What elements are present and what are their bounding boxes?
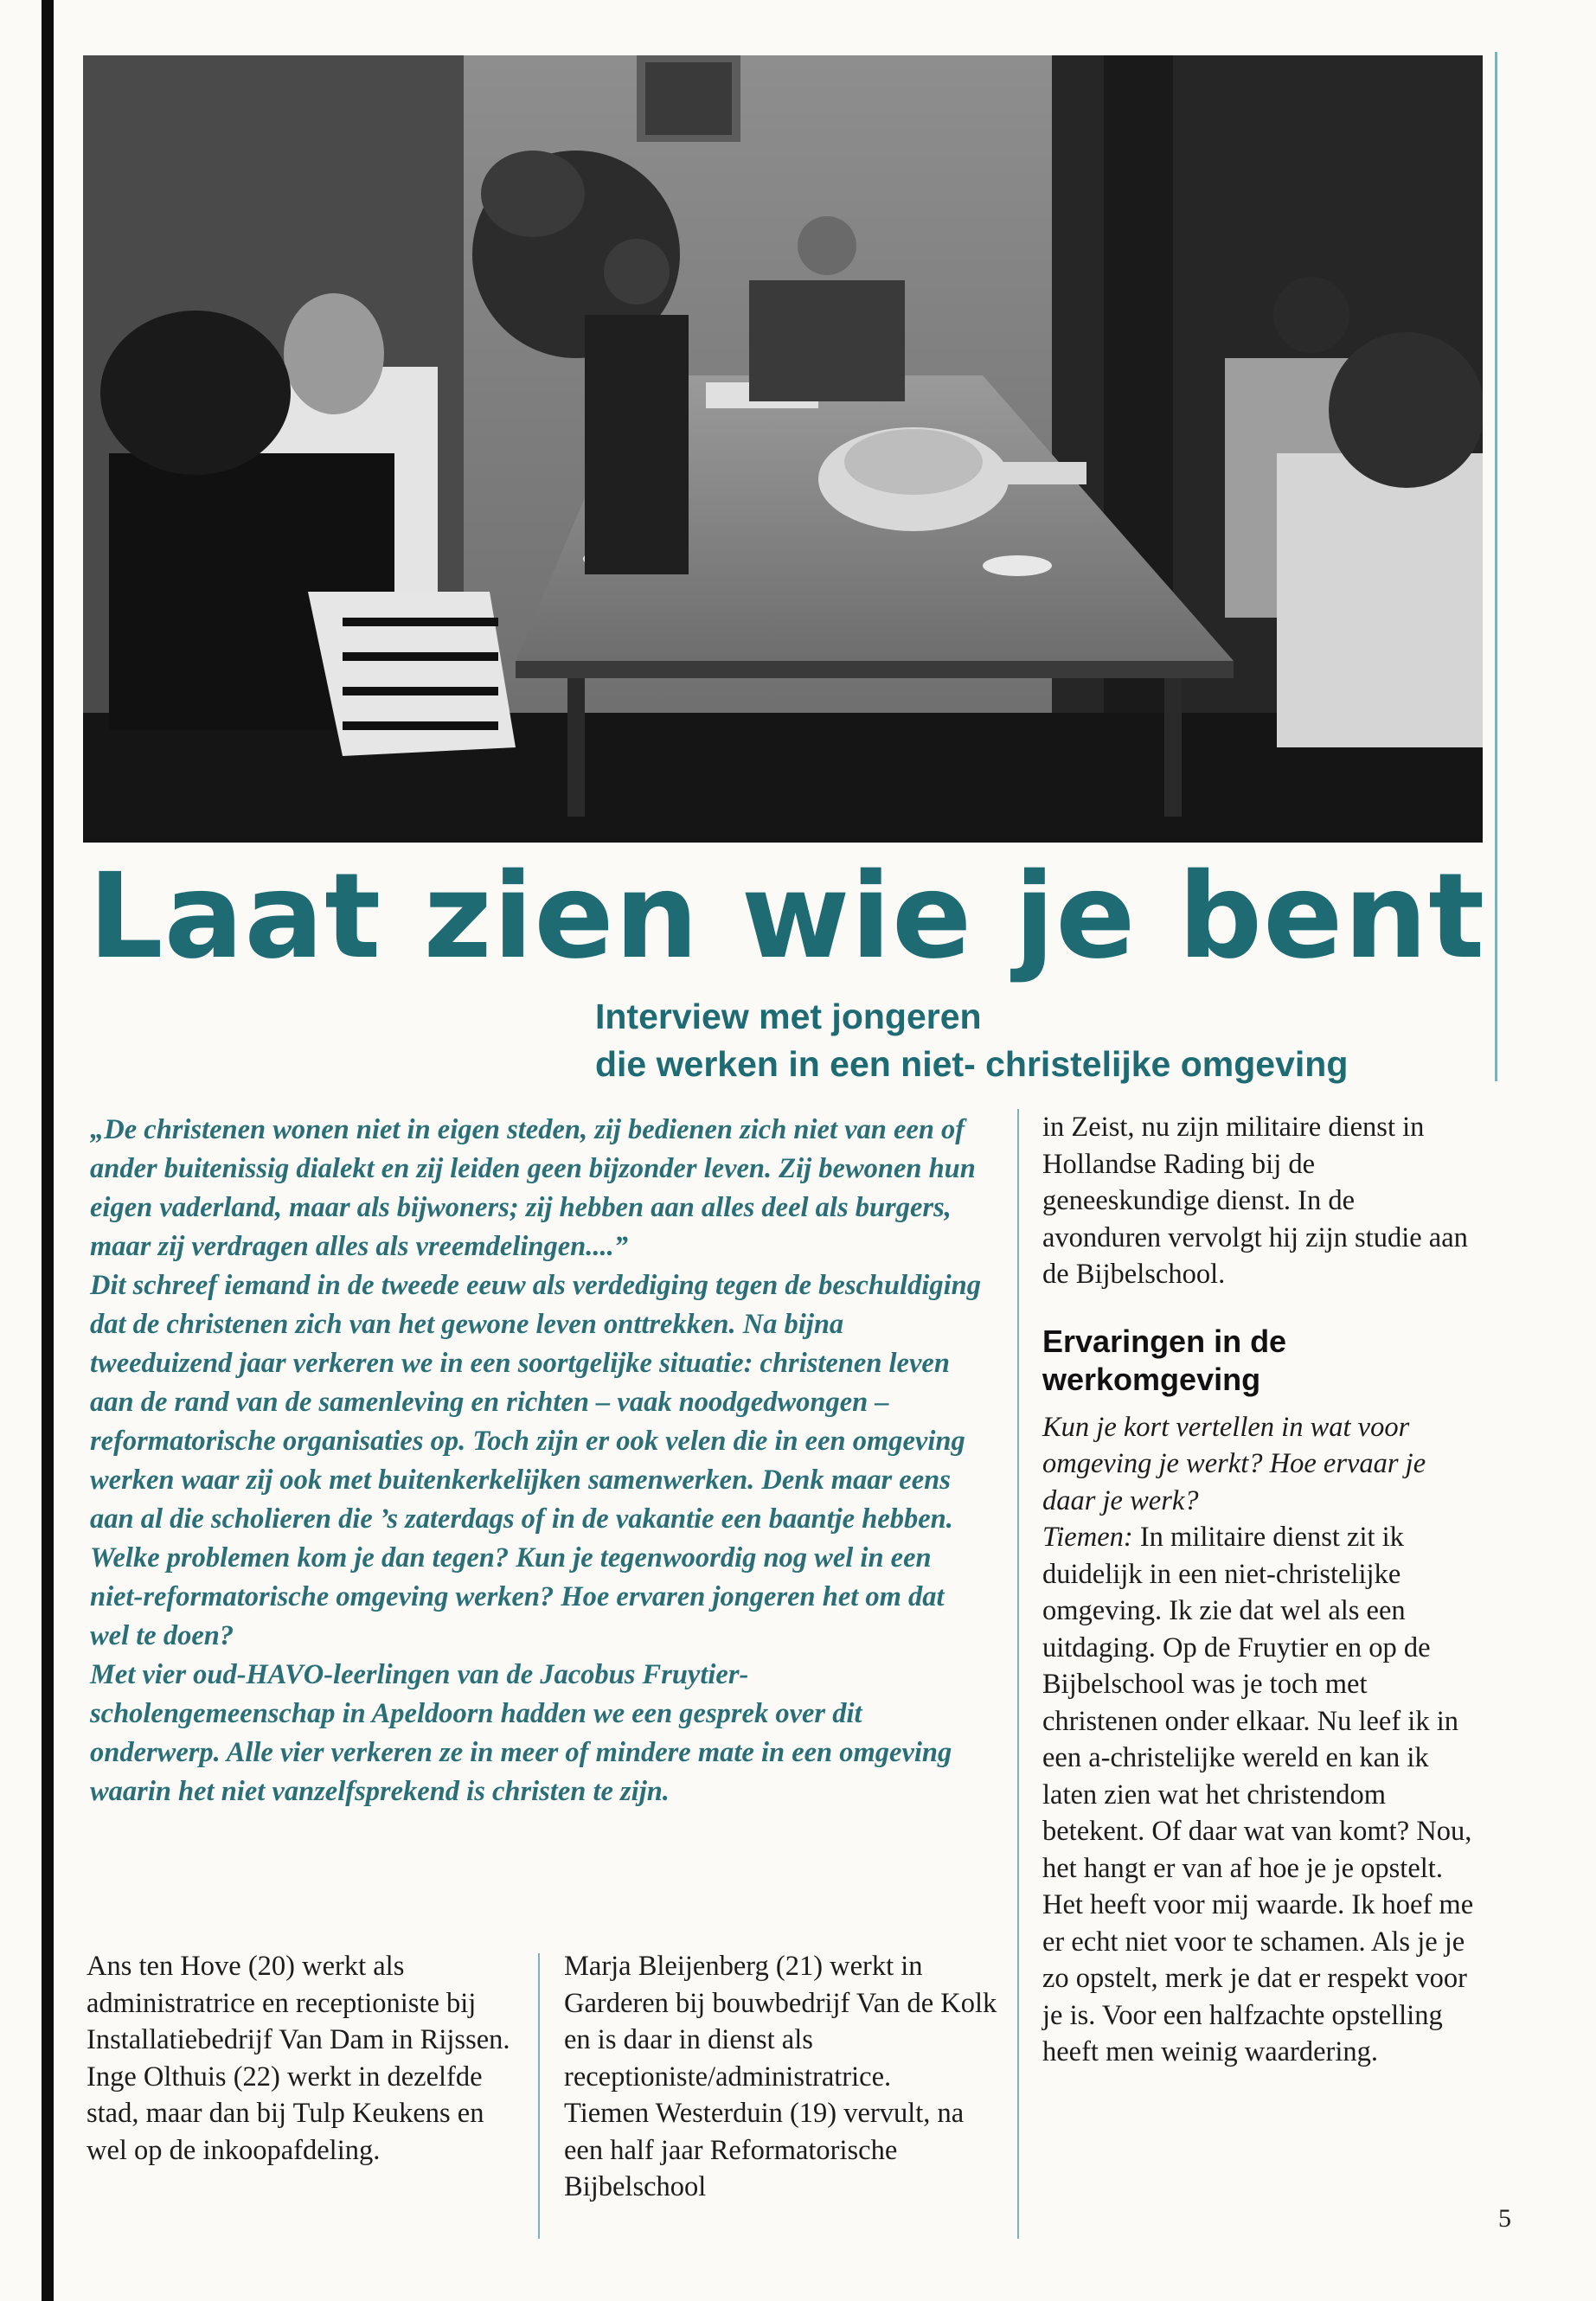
section-heading: Ervaringen in de werkomgeving — [1042, 1323, 1287, 1397]
body-column-c — [1042, 1109, 1475, 2071]
body-paragraph: Inge Olthuis (22) werkt in dezelfde stad, maar dan bij Tulp Keukens en wel op de inkoopafdeling. — [87, 2061, 484, 2166]
intro-quote: „De christenen wonen niet in eigen steden, zij bedienen zich niet van een of ander buitenissig dialekt en zij leiden geen bijzonder leven. Zij bewonen hun eigen vaderland, maar als bijwoners; zij hebben aan alles deel als burgers, maar zij verdragen alles als vreemdelingen....” — [90, 1114, 976, 1262]
page-number: 5 — [1498, 2204, 1511, 2233]
column-divider — [538, 1953, 540, 2239]
body-column-b — [564, 1948, 1003, 2206]
intro-paragraph: Met vier oud-HAVO-leerlingen van de Jacobus Fruytier-scholengemeenschap in Apeldoorn hadden we een gesprek over dit onderwerp. Alle vier verkeren ze in meer of mindere mate in een omgeving waarin het niet vanzelfsprekend is christen te zijn. — [90, 1659, 952, 1807]
body-paragraph: in Zeist, nu zijn militaire dienst in Hollandse Rading bij de geneeskundige dienst. In de avonduren vervolgt hij zijn studie aan de Bijbelschool. — [1042, 1112, 1468, 1290]
speaker-name: Tiemen: — [1042, 1522, 1133, 1553]
interview-answer — [1042, 1519, 1475, 2071]
body-paragraph: Marja Bleijenberg (21) werkt in Garderen bij bouwbedrijf Van de Kolk en is daar in dienst als receptioniste/administratrice. — [564, 1951, 997, 2093]
body-paragraph: Tiemen Westerduin (19) vervult, na een half jaar Reformatorische Bijbelschool — [564, 2098, 965, 2202]
meeting-photo — [83, 55, 1483, 843]
margin-rule — [1495, 52, 1497, 1081]
scan-edge — [42, 0, 54, 2301]
column-divider — [1017, 1109, 1019, 2239]
subtitle-line: die werken in een niet- christelijke omgeving — [595, 1044, 1349, 1084]
article-subtitle — [595, 993, 1348, 1088]
body-paragraph: Ans ten Hove (20) werkt als administratrice en receptioniste bij Installatiebedrijf Van Dam in Rijssen. — [87, 1951, 510, 2055]
intro-text — [90, 1111, 986, 1811]
article-title: Laat zien wie je bent — [88, 849, 1486, 985]
interview-question: Kun je kort vertellen in wat voor omgeving je werkt? Hoe ervaar je daar je werk? — [1042, 1411, 1426, 1516]
intro-paragraph: Dit schreef iemand in de tweede eeuw als verdediging tegen de beschuldiging dat de christenen zich van het gewone leven onttrekken. Na bijna tweeduizend jaar verkeren we in een soortgelijke situatie: christenen leven aan de rand van de samenleving en richten – vaak noodgedwongen – reformatorische organisaties op. Toch zijn er ook velen die in een omgeving werken waar zij ook met buitenkerkelijken samenwerken. Denk maar eens aan al die scholieren die ’s zaterdags of in de vakantie een baantje hebben. Welke problemen kom je dan tegen? Kun je tegenwoordig nog wel in een niet-reformatorische omgeving werken? Hoe ervaren jongeren het om dat wel te doen? — [90, 1270, 981, 1651]
answer-text: In militaire dienst zit ik duidelijk in een niet-christelijke omgeving. Ik zie dat wel als een uitdaging. Op de Fruytier en op de Bijbelschool was je toch met christenen onder elkaar. Nu leef ik in een a-christelijke wereld en kan ik laten zien wat het christendom betekent. Of daar wat van komt? Nou, het hangt er van af hoe je je opstelt. Het heeft voor mij waarde. Ik hoef me er echt niet voor te schamen. Als je je zo opstelt, merk je dat er respekt voor je is. Voor een halfzachte opstelling heeft men weinig waardering. — [1042, 1522, 1474, 2067]
body-column-a — [87, 1948, 519, 2169]
subtitle-line: Interview met jongeren — [595, 997, 982, 1036]
